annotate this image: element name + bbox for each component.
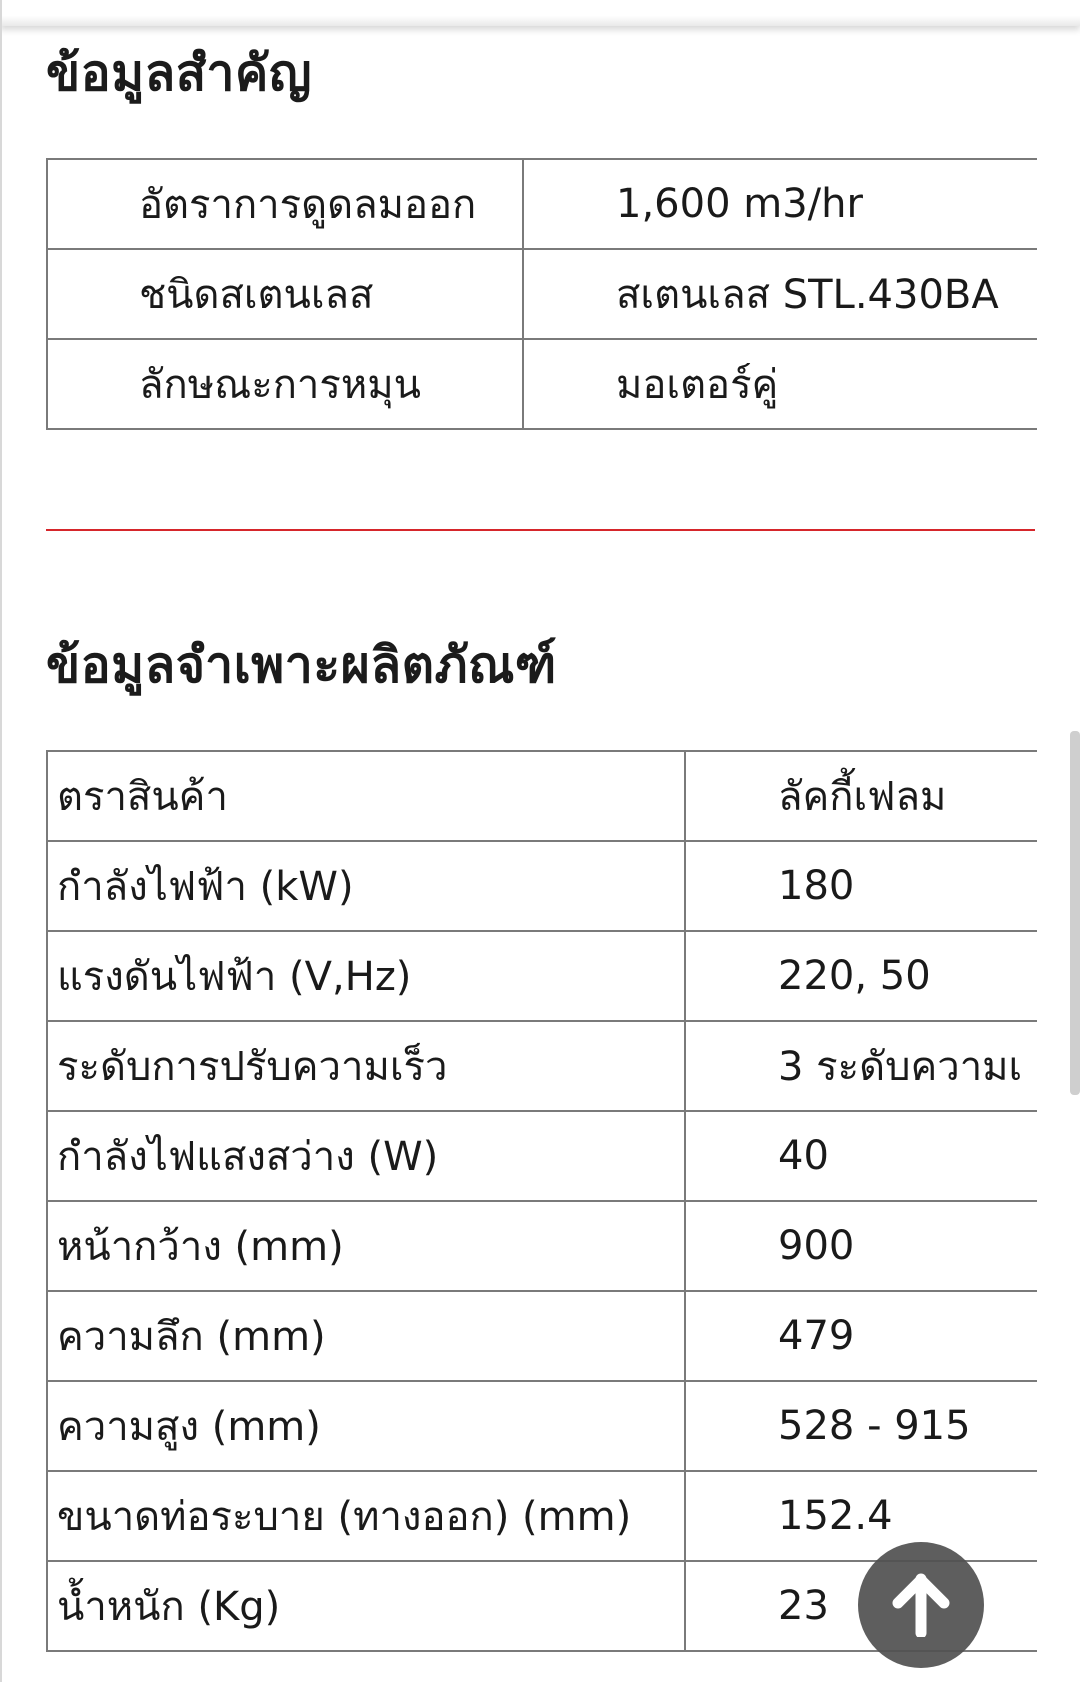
- spec-label-cell: แรงดันไฟฟ้า (V,Hz): [48, 932, 686, 1020]
- spec-value-cell: 40: [778, 1133, 829, 1179]
- spec-label-cell: กำลังไฟฟ้า (kW): [48, 842, 686, 930]
- table-row: [48, 1290, 1037, 1380]
- spec-value-cell: 3 ระดับความเ: [778, 1044, 1023, 1090]
- back-to-top-button[interactable]: [858, 1542, 984, 1668]
- key-info-table: [46, 158, 1037, 430]
- table-row: [48, 1380, 1037, 1470]
- key-label-cell: อัตราการดูดลมออก: [48, 160, 524, 248]
- key-value-cell: สเตนเลส STL.430BA: [616, 272, 999, 318]
- arrow-up-icon: [891, 1573, 951, 1637]
- spec-value-cell: ลัคกี้เฟลม: [778, 774, 947, 820]
- table-row: [48, 1470, 1037, 1560]
- key-label-cell: ลักษณะการหมุน: [48, 340, 524, 428]
- spec-label-cell: ขนาดท่อระบาย (ทางออก) (mm): [48, 1472, 686, 1560]
- table-row: [48, 158, 1037, 248]
- spec-label-cell: ความสูง (mm): [48, 1382, 686, 1470]
- spec-value-cell: 900: [778, 1223, 855, 1269]
- spec-value-cell: 220, 50: [778, 953, 931, 999]
- spec-label-cell: หน้ากว้าง (mm): [48, 1202, 686, 1290]
- table-row: [48, 1020, 1037, 1110]
- spec-value-cell: 528 - 915: [778, 1403, 971, 1449]
- key-value-cell: 1,600 m3/hr: [616, 181, 863, 227]
- table-row: [48, 1110, 1037, 1200]
- spec-value-cell: 180: [778, 863, 855, 909]
- spec-value-cell: 479: [778, 1313, 855, 1359]
- spec-value-cell: 152.4: [778, 1493, 893, 1539]
- key-value-cell: มอเตอร์คู่: [616, 362, 779, 408]
- top-bar-shadow: [0, 0, 1080, 26]
- spec-label-cell: ความลึก (mm): [48, 1292, 686, 1380]
- section-divider: [46, 529, 1035, 531]
- spec-value-cell: 23: [778, 1583, 829, 1629]
- table-row: [48, 248, 1037, 338]
- table-row: [48, 750, 1037, 840]
- page-left-edge: [0, 0, 2, 1682]
- table-row: [48, 840, 1037, 930]
- spec-label-cell: กำลังไฟแสงสว่าง (W): [48, 1112, 686, 1200]
- table-row: [48, 1200, 1037, 1290]
- key-info-title: ข้อมูลสำคัญ: [46, 44, 312, 102]
- table-row: [48, 930, 1037, 1020]
- spec-label-cell: ตราสินค้า: [48, 752, 686, 840]
- table-row: [48, 338, 1037, 430]
- spec-label-cell: ระดับการปรับความเร็ว: [48, 1022, 686, 1110]
- key-label-cell: ชนิดสเตนเลส: [48, 250, 524, 338]
- spec-title: ข้อมูลจำเพาะผลิตภัณฑ์: [46, 636, 557, 694]
- spec-label-cell: น้ำหนัก (Kg): [48, 1562, 686, 1650]
- scrollbar-thumb[interactable]: [1070, 731, 1080, 1095]
- spec-table: [46, 750, 1037, 1652]
